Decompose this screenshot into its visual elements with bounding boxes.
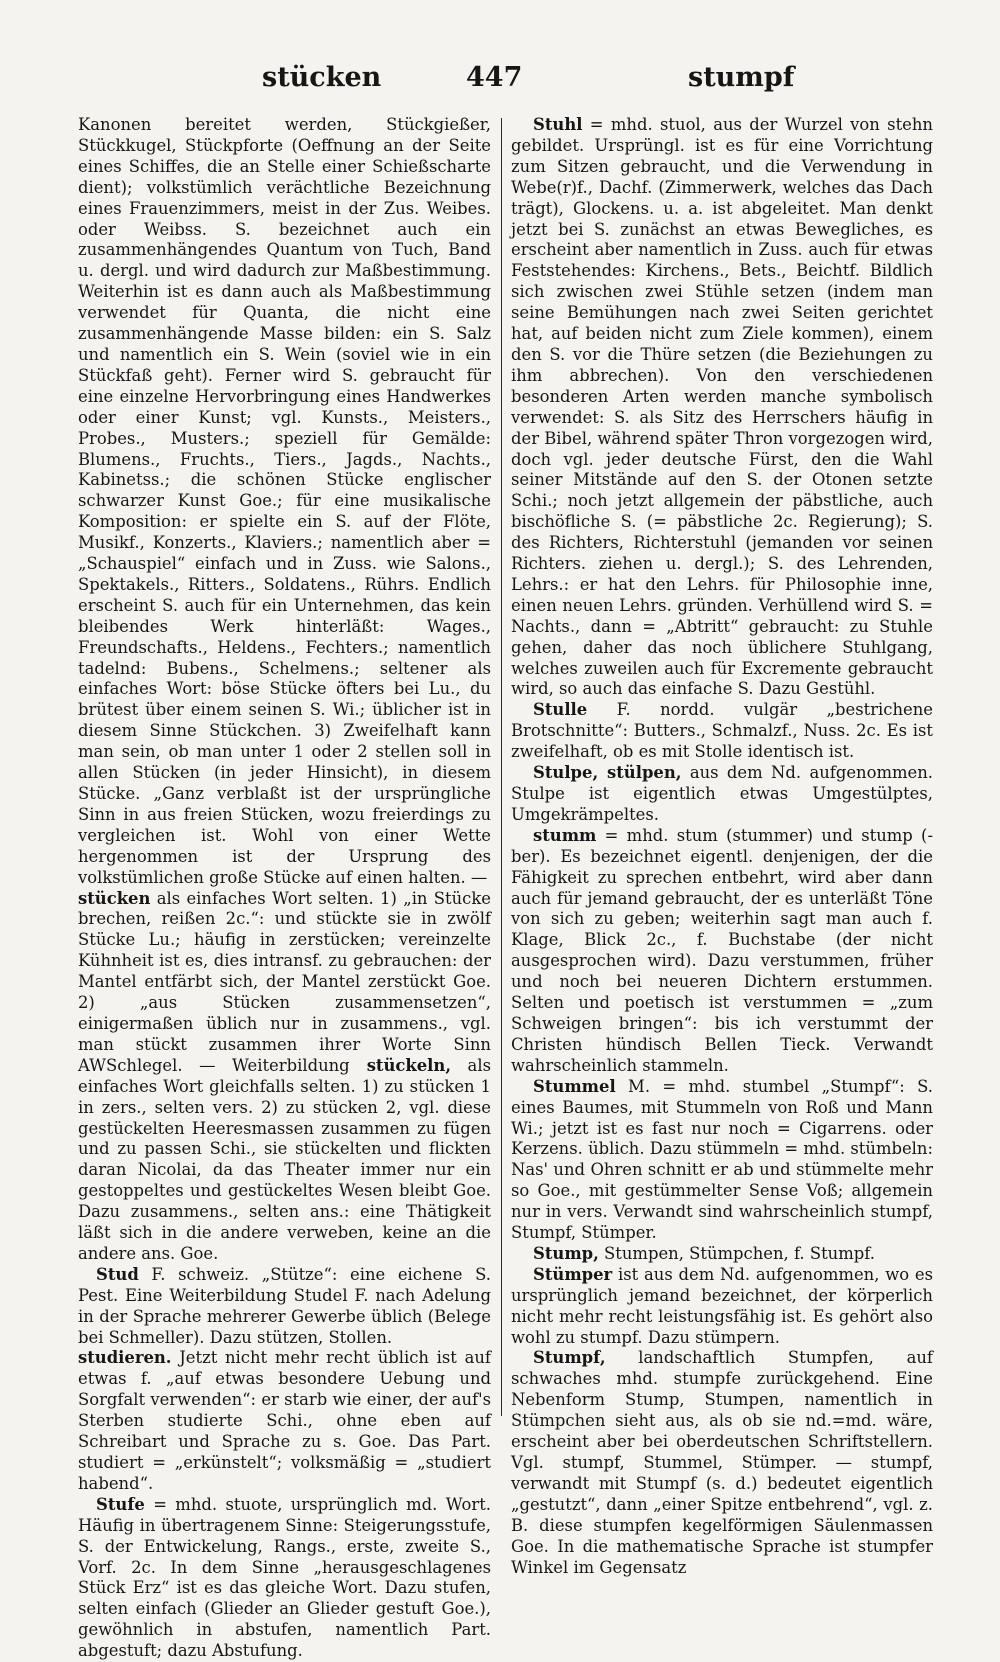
headword: stücken (78, 888, 151, 908)
headword: stumm (533, 825, 597, 845)
headword: Stümper (533, 1264, 613, 1284)
entry-text: = mhd. stuol, aus der Wurzel von stehn gebildet. Ursprüngl. ist es für eine Vorrichtung zum Sitzen gebraucht, und die Verwendung in Webe(r)f., Dachf. (Zimmerwerk, welches das Dach trägt), Glockens. u. a. ist abgeleitet. Man denkt jetzt bei S. zunächst an etwas Bewegliches, es erscheint aber namentlich in Zuss. auch für etwas Feststehendes: Kirchens., Bets., Beichtf. Bildlich sich zwischen zwei Stühle setzen (indem man seine Bemühungen nach zwei Seiten gerichtet hat, auf beiden nicht zum Ziele kommen), einem den S. vor die Thüre setzen (die Beziehungen zu ihm abbrechen). Von den verschiedenen besonderen Arten werden manche symbolisch verwendet: S. als Sitz des Herrschers häufig in der Bibel, während später Thron vorgezogen wird, doch vgl. jeder deutsche Fürst, den die Wahl seiner Mitstände auf den S. der Otonen setzte Schi.; noch jetzt allgemein der päbstliche, auch bischöfliche S. (= päbstliche 2c. Regierung); S. des Richters, Richterstuhl (jemanden vor seinen Richters. ziehen u. dergl.); S. des Lehrenden, Lehrs.: er hat den Lehrs. für Philosophie inne, einen neuen Lehrs. gründen. Verhüllend wird S. = Nachts., dann = „Abtritt“ gebraucht: zu Stuhle gehen, daher das noch üblichere Stuhlgang, welches zuweilen auch für Excremente gebraucht wird, so auch das einfache S. Dazu Gestühl. (511, 115, 933, 699)
entry-text: = mhd. stuote, ursprünglich md. Wort. Häufig in übertragenem Sinne: Steigerungsstufe, S. der Entwickelung, Rangs., erste, zweite S., Vorf. 2c. In dem Sinne „herausgeschlagenes Stück Erz“ ist es das gleiche Wort. Dazu stufen, selten einfach (Glieder an Glieder gestuft Goe.), gewöhnlich in abstufen, namentlich Part. abgestuft; dazu Abstufung. (78, 1494, 491, 1661)
left-column (78, 115, 491, 1661)
entry-stuemper (511, 1265, 933, 1349)
headword: Stuhl (533, 115, 583, 134)
left-guide-word: stücken (262, 62, 382, 93)
entry-text: landschaftlich Stumpfen, auf schwaches mhd. stumpfe zurückgehend. Eine Nebenform Stump, Stumpen, namentlich in Stümpchen sieht aus, als ob sie nd.=md. wäre, erscheint aber bei oberdeutschen Schriftstellern. Vgl. stumpf, Stummel, Stümper. — stumpf, verwandt mit Stumpf (s. d.) bedeutet eigentlich „gestutzt“, dann „einer Spitze entbehrend“, vgl. z. B. diese stumpfen kegelförmigen Säulenmassen Goe. In die mathematische Sprache ist stumpfer Winkel im Gegensatz (511, 1348, 933, 1577)
headword: Stump, (533, 1243, 599, 1263)
headword: Stulpe, stülpen, (533, 763, 682, 783)
entry-stummel (511, 1077, 933, 1244)
entry-text: M. = mhd. stumbel „Stumpf“: S. eines Baumes, mit Stummeln von Roß und Mann Wi.; jetzt ist es fast nur noch = Cigarrens. oder Kerzens. üblich. Dazu stümmeln = mhd. stümbeln: Nas' und Ohren schnitt er ab und stümmelte mehr so Goe., mit gestümmelter Sense Voß; allgemein nur in vers. Verwandt sind wahrscheinlich stumpf, Stumpf, Stümper. (511, 1076, 933, 1243)
entry-stulle (511, 700, 933, 763)
page-number: 447 (466, 62, 523, 93)
entry-stump (511, 1244, 933, 1265)
entry-text: ist aus dem Nd. aufgenommen, wo es ursprünglich jemand bezeichnet, der körperlich nicht mehr recht leistungsfähig ist. Es gehört also wohl zu stumpf. Dazu stümpern. (511, 1264, 933, 1347)
entry-text: F. schweiz. „Stütze“: eine eichene S. Pest. Eine Weiterbildung Studel F. nach Adelung in der Sprache mehrerer Gewerbe üblich (Belege bei Schmeller). Dazu stützen, Stollen. (78, 1264, 491, 1347)
entry-text: aus dem Nd. aufgenommen. Stulpe ist eigentlich etwas Umgestülptes, Umgekrämpeltes. (511, 763, 934, 824)
headword: Stumpf, (533, 1348, 606, 1368)
entry-stulpe (511, 763, 933, 826)
headword: stückeln, (349, 1055, 452, 1075)
entry-text: Stumpen, Stümpchen, f. Stumpf. (598, 1243, 875, 1263)
headword: Stud (96, 1264, 139, 1284)
headword: Stummel (533, 1076, 616, 1096)
right-guide-word: stumpf (688, 62, 795, 93)
right-column (511, 115, 934, 1577)
left-paragraph-continued: Kanonen bereitet werden, Stückgießer, Stückkugel, Stückpforte (Oeffnung an der Seite eines Schiffes, die an Stelle einer Schießscharte dient); volkstümlich verächtliche Bezeichnung eines Frauenzimmers, meist in der Zus. Weibes. oder Weibss. S. bezeichnet auch ein zusammenhängendes Quantum von Tuch, Band u. dergl. und wird dadurch zur Maßbestimmung. Weiterhin ist es dann auch als Maßbestimmung verwendet für Quanta, die nicht eine zusammenhängende Masse bilden: ein S. Salz und namentlich ein S. Wein (soviel wie in ein Stückfaß geht). Ferner wird S. gebraucht für eine einzelne Hervorbringung eines Handwerkes oder einer Kunst; vgl. Kunsts., Meisters., Probes., Musters.; speziell für Gemälde: Blumens., Fruchts., Tiers., Jagds., Nachts., Kabinetss.; die schönen Stücke englischer schwarzer Kunst Goe.; für eine musikalische Komposition: er spielte ein S. auf der Flöte, Musikf., Konzerts., Klaviers.; namentlich aber = „Schauspiel“ einfach und in Zuss. wie Salons., Spektakels., Ritters., Soldatens., Rührs. Endlich erscheint S. auch für ein Unternehmen, das kein bleibendes Werk hinterläßt: Wages., Freundschafts., Heldens., Fechters.; namentlich tadelnd: Bubens., Schelmens.; seltener als einfaches Wort: böse Stücke öfters bei Lu., du brütest über einem seinen S. Wi.; üblicher ist in diesem Sinne Stückchen. 3) Zweifelhaft kann man sein, ob man unter 1 oder 2 stellen soll in allen Stücken (in jeder Hinsicht), in diesem Stücke. „Ganz verblaßt ist der ursprüngliche Sinn in aus freien Stücken, wozu freierdings zu vergleichen ist. Wohl von einer Wette hergenommen ist der Ursprung des volkstümlichen große Stücke auf einen halten. — (78, 115, 491, 887)
page-header (0, 62, 1000, 102)
entry-stuecken (78, 889, 491, 1265)
entry-stuhl (511, 115, 933, 700)
headword: Stufe (96, 1494, 145, 1514)
headword: Stulle (533, 700, 588, 720)
entry-text: als einfaches Wort gleichfalls selten. 1) zu stücken 1 in zers., selten vers. 2) zu stücken 2, vgl. diese gestückelten Heeresmassen zusammen zu fügen und zu passen Schi., sie stückelten und flickten daran Nicolai, da das Theater immer nur ein gestoppeltes und gestückeltes Wesen bleibt Goe. Dazu zusammens., selten ans.: eine Thätigkeit läßt sich in die andere verweben, keine an die andere ans. Goe. (78, 1055, 491, 1263)
entry-text: Jetzt nicht mehr recht üblich ist auf etwas f. „auf etwas besondere Uebung und Sorgfalt verwenden“: er starb wie einer, der auf's Sterben studierte Schi., ohne eben auf Schreibart und Sprache zu s. Goe. Das Part. studiert = „erkünstelt“; volksmäßig = „studiert habend“. (78, 1348, 491, 1493)
headword: studieren. (78, 1348, 172, 1368)
entry-text: F. nordd. vulgär „bestrichene Brotschnitte“: Butters., Schmalzf., Nuss. 2c. Es ist zweifelhaft, ob es mit Stolle identisch ist. (511, 700, 933, 762)
entry-text: = mhd. stum (stummer) und stump (-ber). Es bezeichnet eigentl. denjenigen, der die Fähigkeit zu sprechen entbehrt, wird aber dann auch für jemand gebraucht, der es unterläßt Töne von sich zu geben; weiterhin sagt man auch f. Klage, Blick 2c., f. Buchstabe (der nicht ausgesprochen wird). Dazu verstummen, früher und noch bei neueren Dichtern erstummen. Selten und poetisch ist verstummen = „zum Schweigen bringen“: bis ich verstummt der Christen hündisch Bellen Tieck. Verwandt wahrscheinlich stammeln. (511, 825, 933, 1075)
entry-text: als einfaches Wort selten. 1) „in Stücke brechen, reißen 2c.“: und stückte sie in zwölf Stücke Lu.; häufig in zerstücken; vereinzelte Kühnheit ist es, dies intransf. zu gebrauchen: der Mantel entfärbt sich, der Mantel zerstückt Goe. 2) „aus Stücken zusammensetzen“, einigermaßen üblich nur in zusammens., vgl. man stückt zusammen ihrer Worte Sinn AWSchlegel. — Weiterbildung (78, 888, 491, 1075)
entry-stufe (78, 1495, 491, 1662)
column-divider (501, 118, 502, 1416)
entry-stud (78, 1265, 491, 1349)
entry-stumpf (511, 1348, 933, 1578)
entry-stumm (511, 826, 933, 1077)
entry-studieren (78, 1348, 491, 1494)
